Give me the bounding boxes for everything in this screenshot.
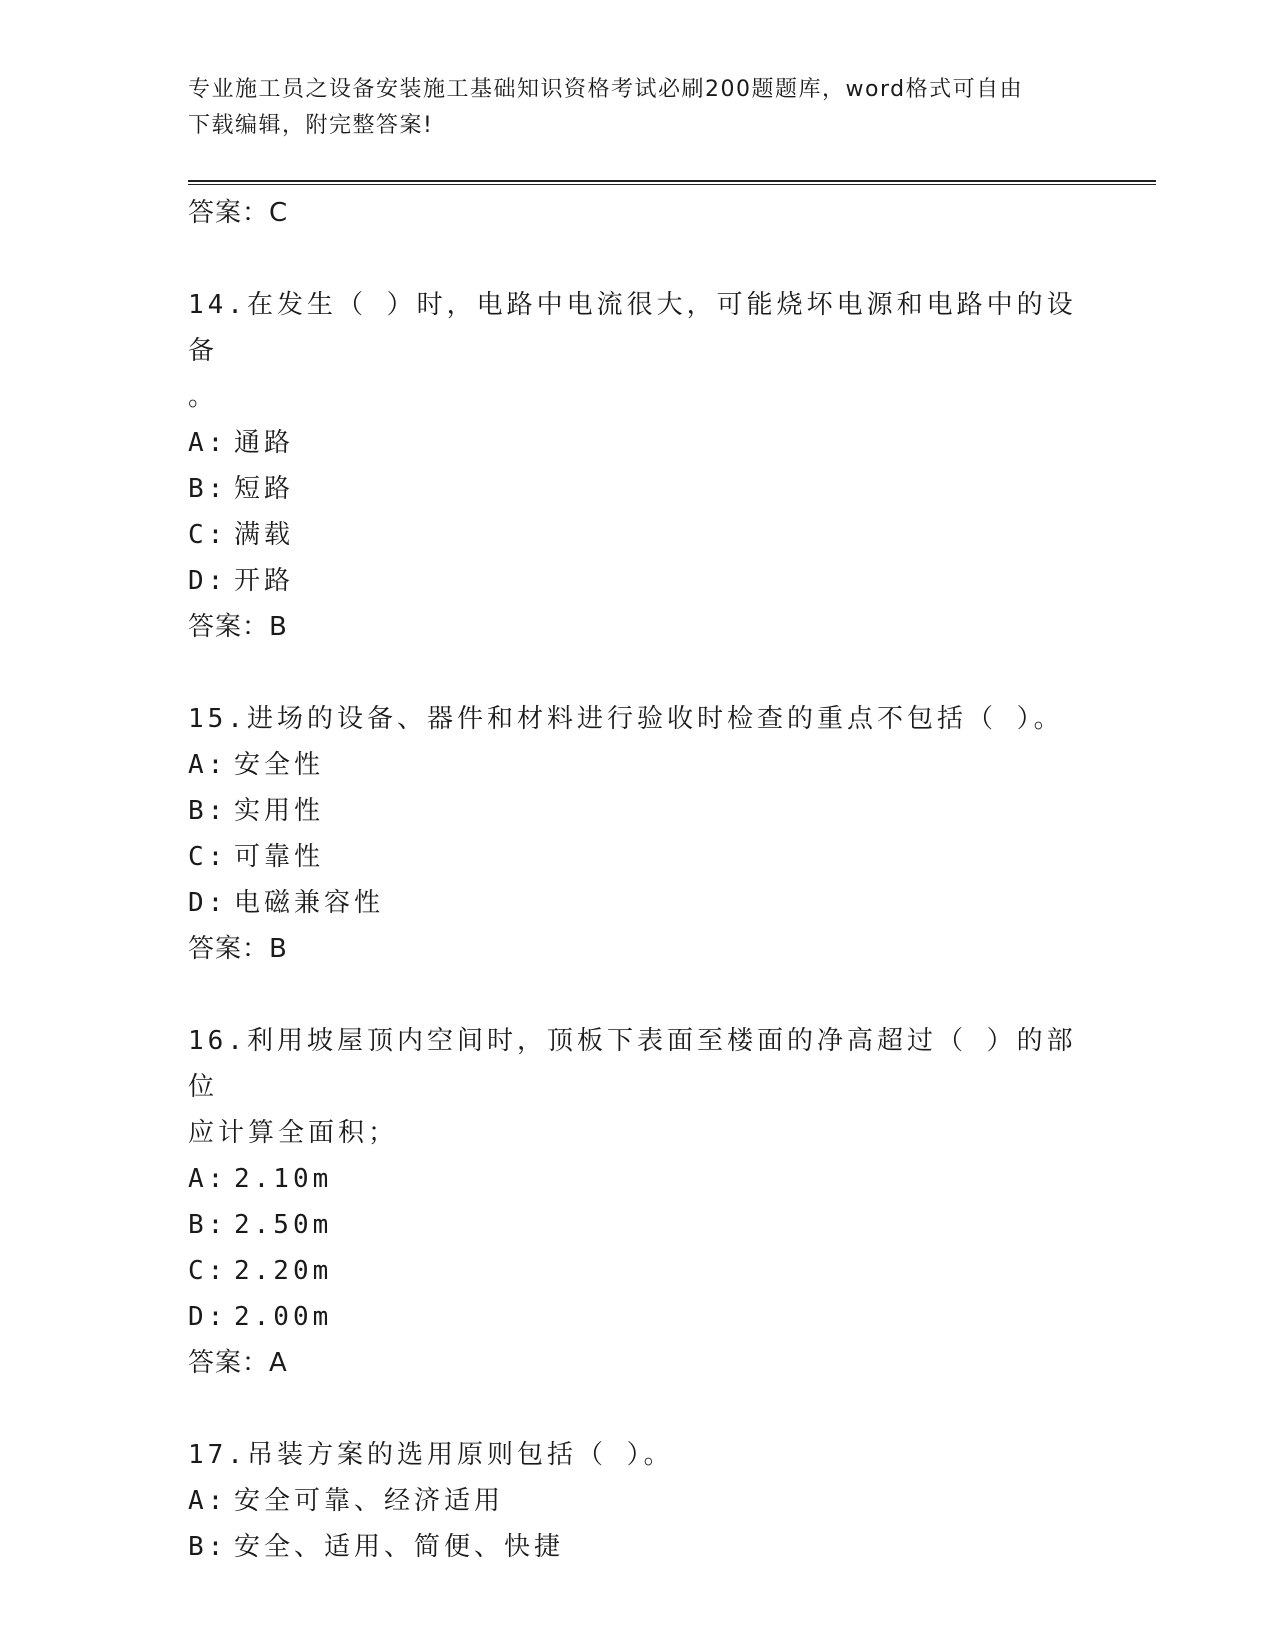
question-17 [188, 1432, 1088, 1570]
option-b [188, 466, 1088, 512]
option-d [188, 880, 1088, 926]
header-line-1: 专业施工员之设备安装施工基础知识资格考试必刷200题题库，word格式可自由 [188, 77, 1024, 102]
option-label: A: [188, 1164, 228, 1194]
option-text: 满载 [234, 520, 295, 550]
answer-15: 答案：B [188, 934, 288, 964]
option-label: C: [188, 520, 228, 550]
option-a [188, 1478, 1088, 1524]
option-d [188, 558, 1088, 604]
option-text: 2.00m [234, 1302, 333, 1332]
option-text: 开路 [234, 566, 295, 596]
option-label: B: [188, 796, 228, 826]
option-label: B: [188, 1210, 228, 1240]
option-a [188, 1156, 1088, 1202]
option-label: C: [188, 1256, 228, 1286]
question-text-cont: 应计算全面积； [188, 1118, 399, 1148]
option-c [188, 1248, 1088, 1294]
option-a [188, 742, 1088, 788]
answer-14: 答案：B [188, 612, 288, 642]
option-text: 2.50m [234, 1210, 333, 1240]
option-label: B: [188, 1532, 228, 1562]
option-label: A: [188, 750, 228, 780]
option-text: 通路 [234, 428, 295, 458]
question-16 [188, 1018, 1088, 1386]
question-text: 15.进场的设备、器件和材料进行验收时检查的重点不包括（ ）。 [188, 704, 1064, 734]
option-text: 短路 [234, 474, 295, 504]
option-text: 安全性 [234, 750, 325, 780]
page-header [188, 72, 1068, 144]
question-text-cont: 。 [188, 382, 219, 412]
question-text: 16.利用坡屋顶内空间时，顶板下表面至楼面的净高超过（ ）的部位 [188, 1026, 1077, 1102]
header-line-2: 下载编辑，附完整答案! [188, 113, 434, 138]
header-rule-thin [188, 184, 1156, 185]
option-text: 2.10m [234, 1164, 333, 1194]
option-b [188, 788, 1088, 834]
answer-16: 答案：A [188, 1348, 288, 1378]
question-text: 17.吊装方案的选用原则包括（ ）。 [188, 1440, 674, 1470]
option-label: D: [188, 888, 228, 918]
option-c [188, 834, 1088, 880]
question-list [188, 190, 1088, 1570]
question-14 [188, 282, 1088, 650]
option-text: 安全可靠、经济适用 [234, 1486, 505, 1516]
option-label: A: [188, 1486, 228, 1516]
option-text: 2.20m [234, 1256, 333, 1286]
option-d [188, 1294, 1088, 1340]
option-text: 电磁兼容性 [234, 888, 385, 918]
option-label: B: [188, 474, 228, 504]
option-c [188, 512, 1088, 558]
option-label: D: [188, 1302, 228, 1332]
option-b [188, 1524, 1088, 1570]
option-label: A: [188, 428, 228, 458]
answer-13: 答案：C [188, 198, 289, 228]
option-text: 实用性 [234, 796, 325, 826]
option-label: D: [188, 566, 228, 596]
option-a [188, 420, 1088, 466]
option-label: C: [188, 842, 228, 872]
option-b [188, 1202, 1088, 1248]
question-15 [188, 696, 1088, 972]
header-rule-thick [188, 180, 1156, 182]
option-text: 安全、适用、简便、快捷 [234, 1532, 565, 1562]
option-text: 可靠性 [234, 842, 325, 872]
question-text: 14.在发生（ ）时，电路中电流很大，可能烧坏电源和电路中的设备 [188, 290, 1077, 366]
